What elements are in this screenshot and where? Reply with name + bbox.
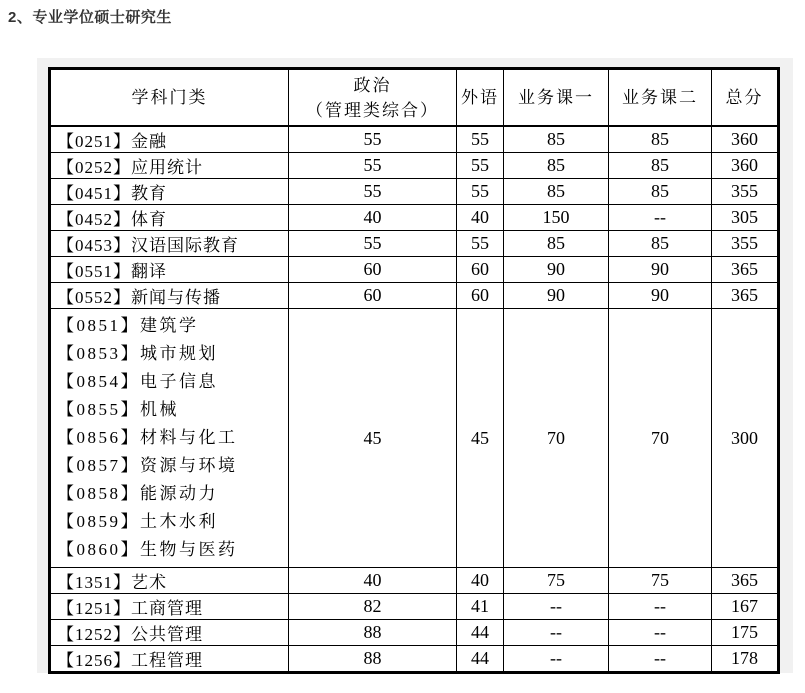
subject-category-cell: 【0551】翻译: [50, 257, 289, 283]
total-score-cell: 355: [712, 231, 779, 257]
foreign-score-cell: 55: [457, 126, 504, 153]
course1-score-cell: 150: [504, 205, 609, 231]
foreign-score-cell: 60: [457, 283, 504, 309]
course2-score-cell: 85: [609, 179, 712, 205]
foreign-score-cell: 40: [457, 568, 504, 594]
table-row: [50, 568, 779, 594]
course1-score-cell: --: [504, 594, 609, 620]
course1-score-cell: 90: [504, 257, 609, 283]
total-score-cell: 365: [712, 257, 779, 283]
subject-category-cell: 【0453】汉语国际教育: [50, 231, 289, 257]
course2-score-cell: 90: [609, 257, 712, 283]
subject-category-cell: 【1351】艺术: [50, 568, 289, 594]
subject-category-line: 【0854】电子信息: [57, 372, 218, 391]
subject-category-cell: 【1256】工程管理: [50, 646, 289, 673]
subject-category-line: 【0858】能源动力: [57, 484, 218, 503]
table-row-merged-engineering: [50, 309, 779, 568]
course1-score-cell: --: [504, 620, 609, 646]
course2-score-cell: 85: [609, 126, 712, 153]
subject-category-cell: 【0252】应用统计: [50, 153, 289, 179]
politics-score-cell: 55: [289, 231, 457, 257]
header-business-course-1: 业务课一: [504, 69, 609, 127]
subject-category-cell: [50, 309, 289, 568]
politics-score-cell: 60: [289, 257, 457, 283]
header-politics: [289, 69, 457, 127]
foreign-score-cell: 55: [457, 179, 504, 205]
table-row: [50, 646, 779, 673]
table-row: [50, 257, 779, 283]
header-subject-category: 学科门类: [50, 69, 289, 127]
course1-score-cell: 85: [504, 179, 609, 205]
subject-category-line: 【0853】城市规划: [57, 344, 218, 363]
page-title: 2、专业学位硕士研究生: [8, 9, 172, 26]
total-score-cell: 167: [712, 594, 779, 620]
table-row: [50, 620, 779, 646]
course2-score-cell: --: [609, 205, 712, 231]
foreign-score-cell: 60: [457, 257, 504, 283]
course2-score-cell: 85: [609, 153, 712, 179]
table-header-row: [50, 69, 779, 127]
course2-score-cell: 75: [609, 568, 712, 594]
header-politics-line1: 政治: [353, 75, 392, 95]
table-scan-image: [37, 58, 793, 673]
table-row: [50, 283, 779, 309]
politics-score-cell: 40: [289, 568, 457, 594]
total-score-cell: 355: [712, 179, 779, 205]
politics-score-cell: 45: [289, 309, 457, 568]
politics-score-cell: 55: [289, 126, 457, 153]
subject-category-cell: 【0552】新闻与传播: [50, 283, 289, 309]
politics-score-cell: 60: [289, 283, 457, 309]
foreign-score-cell: 55: [457, 153, 504, 179]
total-score-cell: 178: [712, 646, 779, 673]
foreign-score-cell: 44: [457, 620, 504, 646]
politics-score-cell: 88: [289, 646, 457, 673]
course2-score-cell: 90: [609, 283, 712, 309]
politics-score-cell: 88: [289, 620, 457, 646]
total-score-cell: 360: [712, 153, 779, 179]
course1-score-cell: 85: [504, 126, 609, 153]
subject-category-cell: 【1251】工商管理: [50, 594, 289, 620]
foreign-score-cell: 45: [457, 309, 504, 568]
subject-category-line: 【0860】生物与医药: [57, 540, 238, 559]
total-score-cell: 300: [712, 309, 779, 568]
foreign-score-cell: 40: [457, 205, 504, 231]
total-score-cell: 365: [712, 568, 779, 594]
course1-score-cell: 85: [504, 231, 609, 257]
total-score-cell: 305: [712, 205, 779, 231]
course1-score-cell: 85: [504, 153, 609, 179]
subject-category-line: 【0857】资源与环境: [57, 456, 238, 475]
total-score-cell: 365: [712, 283, 779, 309]
course1-score-cell: --: [504, 646, 609, 673]
politics-score-cell: 82: [289, 594, 457, 620]
header-politics-line2: （管理类综合）: [306, 100, 439, 120]
subject-category-cell: 【0251】金融: [50, 126, 289, 153]
politics-score-cell: 55: [289, 179, 457, 205]
header-business-course-2: 业务课二: [609, 69, 712, 127]
politics-score-cell: 40: [289, 205, 457, 231]
table-row: [50, 205, 779, 231]
header-foreign-language: 外语: [457, 69, 504, 127]
subject-category-line: 【0859】土木水利: [57, 512, 218, 531]
total-score-cell: 175: [712, 620, 779, 646]
subject-category-line: 【0855】机械: [57, 400, 179, 419]
subject-category-line: 【0856】材料与化工: [57, 428, 238, 447]
table-row: [50, 153, 779, 179]
course2-score-cell: 85: [609, 231, 712, 257]
table-row: [50, 179, 779, 205]
foreign-score-cell: 55: [457, 231, 504, 257]
total-score-cell: 360: [712, 126, 779, 153]
subject-category-line: 【0851】建筑学: [57, 316, 199, 335]
course1-score-cell: 70: [504, 309, 609, 568]
course1-score-cell: 90: [504, 283, 609, 309]
subject-category-cell: 【0451】教育: [50, 179, 289, 205]
course2-score-cell: --: [609, 620, 712, 646]
course2-score-cell: --: [609, 594, 712, 620]
header-total-score: 总分: [712, 69, 779, 127]
politics-score-cell: 55: [289, 153, 457, 179]
course2-score-cell: --: [609, 646, 712, 673]
foreign-score-cell: 41: [457, 594, 504, 620]
foreign-score-cell: 44: [457, 646, 504, 673]
course2-score-cell: 70: [609, 309, 712, 568]
score-line-table: [48, 67, 780, 674]
table-row: [50, 594, 779, 620]
table-row: [50, 126, 779, 153]
subject-category-cell: 【0452】体育: [50, 205, 289, 231]
table-row: [50, 231, 779, 257]
subject-category-cell: 【1252】公共管理: [50, 620, 289, 646]
course1-score-cell: 75: [504, 568, 609, 594]
